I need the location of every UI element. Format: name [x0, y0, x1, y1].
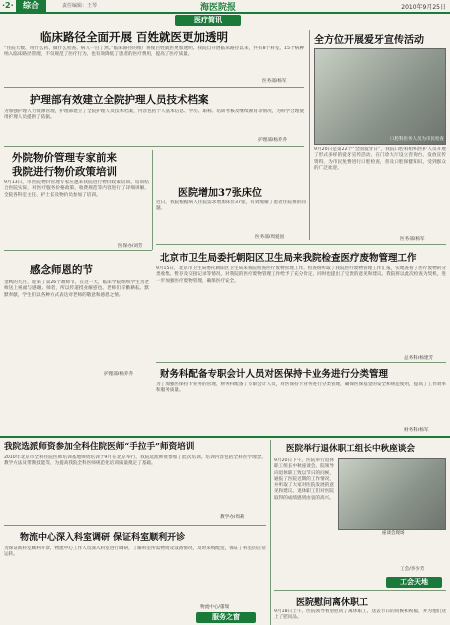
- byline-beds: 医务部/周爱国: [255, 235, 285, 240]
- article-title-dental: 全方位开展爱牙宣传活动: [314, 35, 424, 46]
- article-body-clinical-path: “住院天数、用什么药、做什么检查、病人一目了然。”临床路径的推广将使百姓就医更加透明。我院自开展临床路径以来，共有8个科室、15个病种纳入临床路径管理，不仅规范了医疗行为，也有效降低了患者的医疗费用，提高了医疗质量。: [4, 46, 304, 58]
- article-title-teacher-training: 我院选派师资参加全科住院医师“手拉手”师资培训: [4, 442, 195, 452]
- article-title-clinical-path: 临床路径全面开展 百姓就医更加透明: [40, 30, 229, 44]
- article-title-teachers-day: 感念师恩的节: [30, 264, 93, 276]
- article-title-finance: 财务科配备专职会计人员对医保持卡业务进行分类管理: [160, 369, 389, 380]
- article-body-waste-inspection: 9月15日，北京市卫生局委托朝阳区卫生局来我院检查医疗废物管理工作。检查组听取了我院医疗废物管理工作汇报，实地查看了医疗废物的分类收集、暂存及交接记录等情况，对我院的医疗废物管理工作给予了充分肯定，同时也提出了宝贵的意见和建议。我院将以此次检查为契机，进一步加强医疗废物管理，确保医疗安全。: [156, 266, 446, 284]
- article-body-dental: 9月20日是第22个“全国爱牙日”，我院口腔科组织医护人员开展了形式多样的爱牙宣传活动，在门诊大厅设立咨询台，发放宣传资料，为市民免费进行口腔检查，普及口腔保健知识，受到群众的广泛欢迎。: [314, 147, 446, 171]
- article-body-teachers-day: 金秋的九月，迎来了第26个教师节，在这一天，临床学院组织学生为老师送上祝福与感谢。师者，所以传道授业解惑也。老师们辛勤耕耘、默默奉献，学生们以各种方式表达对老师的敬意和感恩之情。: [4, 280, 149, 298]
- byline-nurse-archive: 护理部/杨乔乔: [258, 138, 288, 143]
- article-title-beds: 医院增加37张床位: [178, 188, 262, 199]
- article-title-price-expert: 外院物价管理专家前来: [12, 152, 117, 164]
- page-header: [0, 0, 450, 14]
- article-body-retiree-visit: 9月18日上午，医院领导看望慰问了离休职工，送去节日的问候和祝福，并为他们送上了慰问品。: [274, 609, 446, 621]
- byline-retiree-talk: 工会/李少芳: [400, 567, 425, 572]
- divider: [274, 590, 446, 591]
- tag-medical-news: 医疗简讯: [175, 15, 241, 26]
- divider: [4, 525, 266, 526]
- byline-teachers-day: 护理部/杨乔乔: [104, 372, 134, 377]
- divider: [4, 250, 152, 251]
- photo-dental-event: [314, 48, 446, 145]
- byline-dental: 医务部/杨军: [400, 237, 425, 242]
- byline-teacher-training: 教学办/周莉: [220, 515, 245, 520]
- issue-date: 2010年9月25日: [401, 4, 446, 11]
- editor-credit: 责任编辑：王琴: [62, 3, 98, 9]
- article-title-retiree-talk: 医院举行退休职工组长中秋座谈会: [286, 444, 415, 454]
- article-title-nurse-archive: 护理部有效建立全院护理人员技术档案: [30, 94, 209, 106]
- divider: [4, 146, 304, 147]
- article-body-teacher-training: 2010年北京市全科住院医师培训基地师资培训于9月在北京举行，我院选派师资参加了此次培训。培训内容包括全科医学理念、教学方法及带教技能等，为提高我院全科医师规范化培训质量奠定了基础。: [4, 455, 266, 467]
- photo-caption-retiree: 座谈会现场: [382, 531, 405, 536]
- byline-waste-inspection: 总务科/杨建芳: [404, 356, 434, 361]
- byline-logistics: 物流中心/董瑞: [200, 605, 230, 610]
- article-body-logistics: 为保证新科室顺利开诊，物流中心工作人员深入科室进行调研，了解科室所需物资及设备情况，及时采购配送，保证了科室的正常运转。: [4, 546, 266, 558]
- article-body-finance: 为了加强医保持卡业务的管理，财务科配备了专职会计人员，对医保持卡业务进行分类管理，确保医保基金的安全和规范使用，提高了工作效率和服务质量。: [156, 382, 446, 394]
- column-divider: [152, 150, 153, 250]
- article-body-retiree-talk: 9月20日下午，医院举行退休职工组长中秋座谈会。院领导向退休职工致以节日的问候，通报了医院近期的工作情况，并听取了大家对医院发展的意见和建议。退休职工们对医院取得的成绩感到由衷的高兴。: [274, 458, 334, 501]
- divider: [4, 87, 304, 88]
- article-body-beds: 近日，我院根据病人住院需求增加床位37张，有效缓解了患者住院难的问题。: [156, 200, 306, 212]
- article-title-logistics: 物流中心深入科室调研 保证科室顺利开诊: [20, 533, 186, 543]
- divider: [156, 362, 446, 363]
- article-body-nurse-archive: 为加强护理人力资源管理，护理部建立了全院护理人员技术档案，内容包括个人基本信息、学历、职称、培训考核及继续教育等情况，为科学合理使用护理人员提供了依据。: [4, 109, 304, 121]
- column-divider: [270, 440, 271, 625]
- divider: [156, 244, 446, 245]
- photo-caption-dental: 口腔科医务人员为市民检查: [390, 137, 444, 142]
- article-body-price-expert: 9月13日，市医院物价管理专家应邀来我院进行物价政策培训。培训结合医院实际，对医疗服务价格政策、收费规范等内容进行了详细讲解，全院各科室主任、护士长及物价员参加了培训。: [4, 180, 149, 198]
- byline-clinical-path: 医务部/杨军: [262, 79, 287, 84]
- column-divider: [309, 30, 310, 240]
- article-title-waste-inspection: 北京市卫生局委托朝阳区卫生局来我院检查医疗废物管理工作: [160, 253, 417, 264]
- photo-retiree-meeting: [338, 458, 446, 530]
- byline-finance: 财务科/杨军: [404, 428, 429, 433]
- tag-service: 服务之窗: [196, 612, 256, 623]
- article-subtitle-price-expert: 我院进行物价政策培训: [12, 166, 117, 178]
- section-divider: [0, 436, 450, 438]
- section-badge: 综合: [16, 0, 46, 12]
- page-number: ·2·: [2, 1, 14, 10]
- article-title-retiree-visit: 医院慰问离休职工: [296, 598, 369, 608]
- tag-union: 工会天地: [386, 577, 442, 588]
- byline-price-expert: 医保办/刘芳: [118, 244, 143, 249]
- masthead-title: 海医院报: [200, 3, 237, 13]
